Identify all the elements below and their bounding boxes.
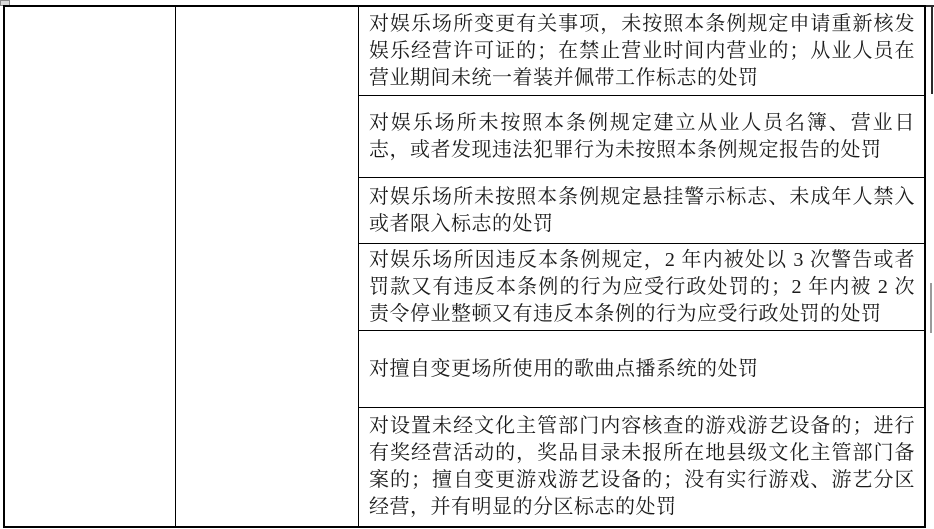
table-row	[359, 7, 924, 96]
table-row	[359, 244, 924, 331]
clipped-adjacent-table-left-border	[931, 6, 933, 94]
table-row	[359, 96, 924, 178]
right-edge-gray-mark	[930, 283, 932, 333]
penalty-item-text: 对设置未经文化主管部门内容核查的游戏游艺设备的；进行有奖经营活动的，奖品目录未报所在地县级文化主管部门备案的；擅自变更游戏游艺设备的；没有实行游戏、游艺分区经营，并有明显的分区标志的处罚	[369, 415, 915, 518]
table-row	[359, 331, 924, 408]
penalty-item-text: 对娱乐场所变更有关事项，未按照本条例规定申请重新核发娱乐经营许可证的；在禁止营业时间内营业的；从业人员在营业期间未统一着装并佩带工作标志的处罚	[369, 12, 915, 89]
penalty-item-text: 对擅自变更场所使用的歌曲点播系统的处罚	[369, 357, 759, 380]
penalties-table	[3, 5, 926, 528]
table-cell-empty-col2	[176, 7, 359, 526]
penalty-item-text: 对娱乐场所未按照本条例规定建立从业人员名簿、营业日志，或者发现违法犯罪行为未按照本条例规定报告的处罚	[369, 111, 915, 161]
table-cell-empty-col1	[5, 7, 176, 526]
table-row	[359, 408, 924, 526]
table-row	[359, 178, 924, 244]
penalty-item-text: 对娱乐场所因违反本条例规定，2 年内被处以 3 次警告或者罚款又有违反本条例的行为应受行政处罚的；2 年内被 2 次责令停业整顿又有违反本条例的行为应受行政处罚的处罚	[369, 248, 915, 325]
penalty-item-text: 对娱乐场所未按照本条例规定悬挂警示标志、未成年人禁入或者限入标志的处罚	[369, 185, 915, 235]
penalty-items-column	[359, 7, 924, 526]
